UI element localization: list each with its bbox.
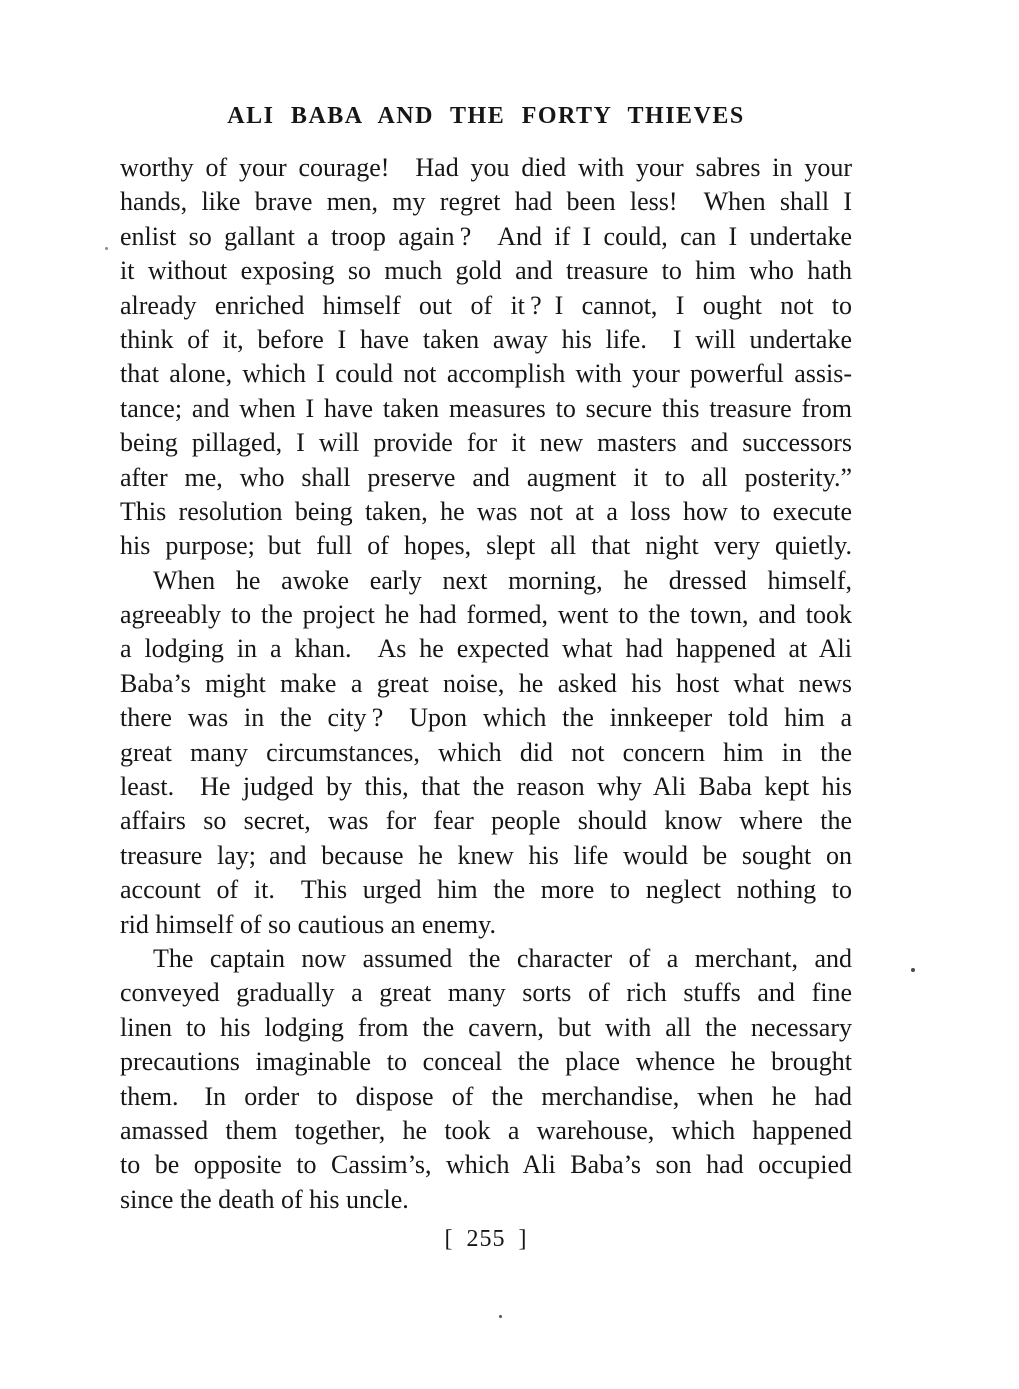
text-line: agreeably to the project he had formed, went to the town, and took xyxy=(120,600,852,630)
text-line: his purpose; but full of hopes, slept all that night very quietly. xyxy=(120,531,852,561)
text-line: This resolution being taken, he was not at a loss how to execute xyxy=(120,496,852,526)
text-line: a lodging in a khan. As he expected what had happened at Ali xyxy=(120,634,852,664)
scan-speck xyxy=(499,1315,502,1318)
text-line: least. He judged by this, that the reason why Ali Baba kept his xyxy=(120,772,852,802)
page-number: [ 255 ] xyxy=(444,1226,528,1252)
text-line: hands, like brave men, my regret had been less! When shall I xyxy=(120,187,852,217)
text-line: being pillaged, I will provide for it new masters and successors xyxy=(120,428,852,458)
text-line: after me, who shall preserve and augment it to all posterity.” xyxy=(120,462,852,492)
paragraph xyxy=(120,151,852,564)
text-line: The captain now assumed the character of a merchant, and xyxy=(153,943,852,973)
text-line: precautions imaginable to conceal the place whence he brought xyxy=(120,1047,852,1077)
text-line: to be opposite to Cassim’s, which Ali Baba’s son had occupied xyxy=(120,1150,852,1180)
text-line: them. In order to dispose of the merchandise, when he had xyxy=(120,1081,852,1111)
text-line: When he awoke early next morning, he dressed himself, xyxy=(153,565,852,595)
text-line: since the death of his uncle. xyxy=(120,1184,409,1214)
text-line: rid himself of so cautious an enemy. xyxy=(120,909,496,939)
text-line: think of it, before I have taken away his life. I will undertake xyxy=(120,324,852,354)
text-line: it without exposing so much gold and treasure to him who hath xyxy=(120,256,852,286)
text-line: already enriched himself out of it ? I cannot, I ought not to xyxy=(120,290,852,320)
text-line: there was in the city ? Upon which the innkeeper told him a xyxy=(120,703,852,733)
text-line: amassed them together, he took a warehouse, which happened xyxy=(120,1115,852,1145)
text-line: great many circumstances, which did not concern him in the xyxy=(120,737,852,767)
text-line: account of it. This urged him the more to neglect nothing to xyxy=(120,875,852,905)
text-line: affairs so secret, was for fear people should know where the xyxy=(120,806,852,836)
text-line: worthy of your courage! Had you died with your sabres in your xyxy=(120,153,852,182)
scan-speck xyxy=(105,247,108,250)
text-line: tance; and when I have taken measures to secure this treasure from xyxy=(120,393,852,423)
paragraph xyxy=(120,564,852,942)
text-line: treasure lay; and because he knew his life would be sought on xyxy=(120,840,852,870)
scan-speck xyxy=(911,968,915,972)
text-line: that alone, which I could not accomplish with your powerful assis- xyxy=(120,359,852,389)
text-line: conveyed gradually a great many sorts of rich stuffs and fine xyxy=(120,978,852,1008)
page-title: ALI BABA AND THE FORTY THIEVES xyxy=(227,103,745,129)
text-line: linen to his lodging from the cavern, but with all the necessary xyxy=(120,1012,852,1042)
text-body xyxy=(120,151,852,1217)
text-line: Baba’s might make a great noise, he asked his host what news xyxy=(120,668,852,698)
paragraph xyxy=(120,942,852,1217)
text-line: enlist so gallant a troop again ? And if I could, can I undertake xyxy=(120,221,852,251)
